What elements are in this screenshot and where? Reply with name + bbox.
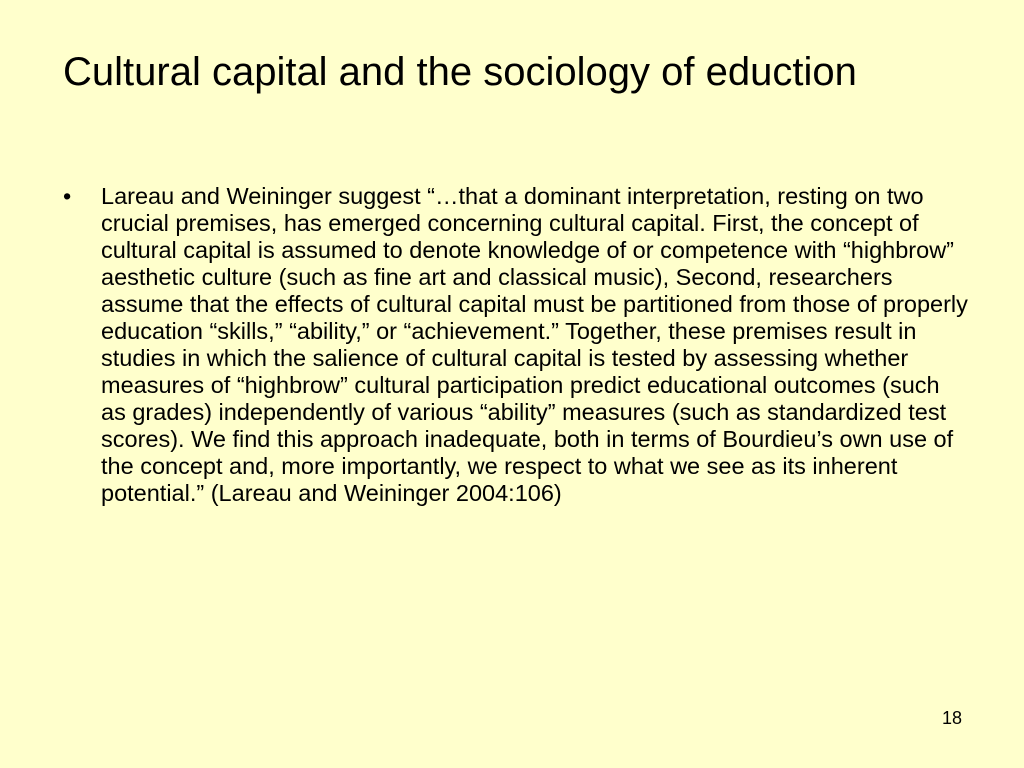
slide-number: 18	[941, 708, 962, 728]
bullet-list	[63, 183, 968, 507]
bullet-item	[63, 183, 968, 507]
bullet-text: Lareau and Weininger suggest “…that a dominant interpretation, resting on two crucial premises, has emerged concerning cultural capital. First, the concept of cultural capital is assumed to denote knowledge of or competence with “highbrow” aesthetic culture (such as fine art and classical music), Second, researchers assume that the effects of cultural capital must be partitioned from those of properly education “skills,” “ability,” or “achievement.” Together, these premises result in studies in which the salience of cultural capital is tested by assessing whether measures of “highbrow” cultural participation predict educational outcomes (such as grades) independently of various “ability” measures (such as standardized test scores). We find this approach inadequate, both in terms of Bourdieu’s own use of the concept and, more importantly, we respect to what we see as its inherent potential.” (Lareau and Weininger 2004:106)	[101, 183, 968, 506]
bullet-icon: •	[63, 183, 72, 209]
slide-title: Cultural capital and the sociology of eduction	[63, 50, 857, 94]
